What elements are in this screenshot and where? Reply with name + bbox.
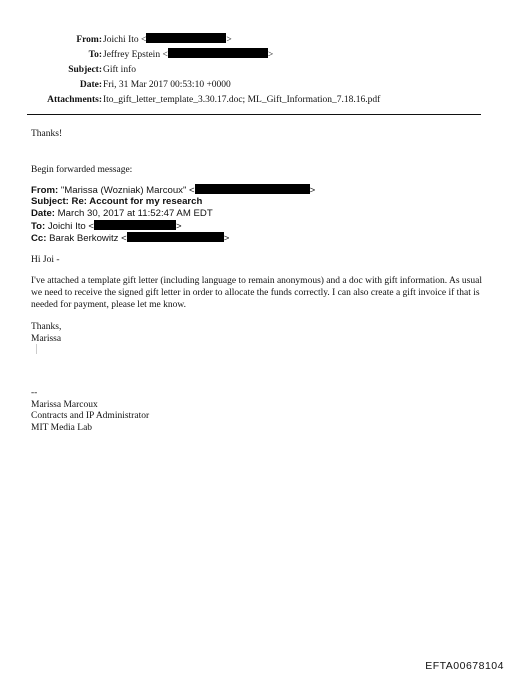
header-date-row <box>0 78 512 93</box>
document-id: EFTA00678104 <box>425 660 504 672</box>
redaction-block <box>94 220 176 230</box>
header-subject-label: Subject: <box>68 65 102 75</box>
fwd-subject-row <box>31 196 315 208</box>
header-from-text: Joichi Ito < <box>103 35 147 45</box>
redaction-block <box>146 33 226 43</box>
closing-line: Thanks, <box>31 322 62 332</box>
fwd-to-row <box>31 220 315 232</box>
fwd-subject-value: Re: Account for my research <box>71 196 203 207</box>
fwd-date-row <box>31 208 315 220</box>
signature-block <box>31 388 149 434</box>
header-to-value <box>103 48 273 63</box>
redaction-block <box>168 48 268 58</box>
fwd-to-close: > <box>176 221 182 232</box>
email-header <box>0 33 512 108</box>
greeting-line: Hi Joi - <box>31 255 60 265</box>
fwd-to-value: Joichi Ito < <box>47 221 95 232</box>
signature-title: Contracts and IP Administrator <box>31 411 150 421</box>
sender-name-line: Marissa <box>31 334 62 344</box>
cursor-mark <box>36 344 37 354</box>
signature-org: MIT Media Lab <box>31 422 93 433</box>
redaction-block <box>195 184 310 194</box>
header-attachments-label: Attachments: <box>47 95 102 105</box>
header-subject-value: Gift info <box>103 65 136 75</box>
header-date-label: Date: <box>79 80 102 90</box>
header-to-close: > <box>267 50 274 60</box>
header-to-text: Jeffrey Epstein < <box>103 50 168 60</box>
forwarded-header <box>31 184 315 244</box>
fwd-to-label: To: <box>31 221 46 232</box>
header-from-row <box>0 33 512 48</box>
header-from-value <box>103 33 232 48</box>
signature-dashes: -- <box>31 388 38 398</box>
fwd-from-close: > <box>309 185 316 196</box>
header-date-value: Fri, 31 Mar 2017 00:53:10 +0000 <box>103 80 231 90</box>
signature-name: Marissa Marcoux <box>31 399 98 410</box>
header-divider <box>27 114 481 115</box>
fwd-from-label: From: <box>31 185 59 196</box>
header-from-label: From: <box>76 35 102 45</box>
thanks-line: Thanks! <box>31 129 63 139</box>
fwd-subject-label: Subject: <box>31 196 69 207</box>
fwd-cc-label: Cc: <box>31 233 47 244</box>
header-subject-row <box>0 63 512 78</box>
header-to-label: To: <box>88 50 102 60</box>
fwd-date-value: March 30, 2017 at 11:52:47 AM EDT <box>57 208 213 219</box>
body-paragraph: I've attached a template gift letter (including language to remain anonymous) and a doc with gift information. As usual we need to receive the signed gift letter in order to allocate the funds correctly. I can also create a gift invoice if that is needed for payment, please let me know. <box>31 276 482 310</box>
redaction-block <box>127 232 224 242</box>
header-from-close: > <box>226 35 232 45</box>
header-to-row <box>0 48 512 63</box>
fwd-from-value: "Marissa (Wozniak) Marcoux" < <box>60 185 195 196</box>
begin-forwarded-line: Begin forwarded message: <box>31 165 133 175</box>
fwd-from-row <box>31 184 315 196</box>
fwd-cc-value: Barak Berkowitz < <box>49 233 127 244</box>
header-attachments-row <box>0 93 512 108</box>
header-attachments-value: Ito_gift_letter_template_3.30.17.doc; ML_Gift_Information_7.18.16.pdf <box>103 95 381 105</box>
fwd-cc-row <box>31 232 315 244</box>
fwd-date-label: Date: <box>31 208 55 219</box>
fwd-cc-close: > <box>223 233 230 244</box>
